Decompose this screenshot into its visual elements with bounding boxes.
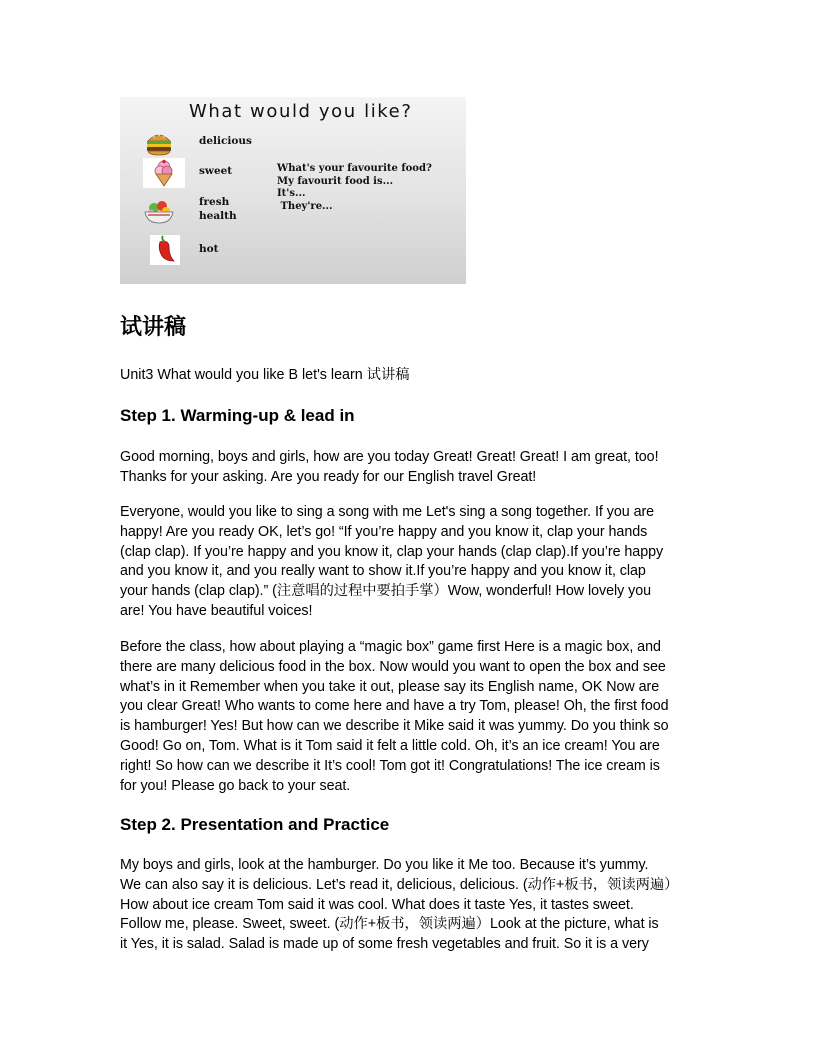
text-line: there are many delicious food in the box. Now would you want to open the box and see xyxy=(120,658,666,675)
slide-line: What's your favourite food? xyxy=(277,163,432,174)
food-word-health: health xyxy=(199,210,237,222)
food-word-hot: hot xyxy=(199,243,219,255)
step1-heading: Step 1. Warming-up & lead in xyxy=(120,406,355,425)
food-word-delicious: delicious xyxy=(199,135,252,147)
food-word-fresh: fresh xyxy=(199,196,230,208)
step2-paragraph-1 xyxy=(120,856,712,955)
hamburger-icon xyxy=(144,128,174,158)
text-line: How about ice cream Tom said it was cool. What does it taste Yes, it tastes sweet. xyxy=(120,896,634,913)
document-heading: 试讲稿 xyxy=(120,315,187,340)
text-line: Thanks for your asking. Are you ready for our English travel Great! xyxy=(120,468,537,485)
step2-heading: Step 2. Presentation and Practice xyxy=(120,815,390,834)
text-line: right! So how can we describe it It’s cool! Tom got it! Congratulations! The ice cream is xyxy=(120,757,660,774)
slide-line: It's... xyxy=(277,188,306,199)
text-line: Before the class, how about playing a “magic box” game first Here is a magic box, and xyxy=(120,639,661,655)
text-line: Good morning, boys and girls, how are you today Great! Great! Great! I am great, too! xyxy=(120,449,659,465)
salad-icon xyxy=(142,196,176,226)
food-word-sweet: sweet xyxy=(199,165,233,177)
slide-line: My favourit food is... xyxy=(277,175,394,187)
text-line: is hamburger! Yes! But how can we describe it Mike said it was yummy. Do you think so xyxy=(120,718,669,735)
slide-line: They're... xyxy=(277,200,333,212)
slide-sentence-patterns xyxy=(277,163,432,213)
text-line: you clear Great! Who wants to come here and have a try Tom, please! Oh, the first food xyxy=(120,698,669,715)
text-line: We can also say it is delicious. Let’s read it, delicious, delicious. (动作+板书，领读两遍） xyxy=(120,876,679,893)
text-line: My boys and girls, look at the hamburger. Do you like it Me too. Because it’s yummy. xyxy=(120,857,649,873)
text-line: Follow me, please. Sweet, sweet. (动作+板书，领读两遍）Look at the picture, what is xyxy=(120,916,659,933)
text-line: what’s in it Remember when you take it out, please say its English name, OK Now are xyxy=(120,678,660,695)
text-line: are! You have beautiful voices! xyxy=(120,602,313,619)
ice-cream-icon xyxy=(143,158,185,188)
slide-title: What would you like? xyxy=(189,101,413,122)
step1-paragraph-2 xyxy=(120,503,712,622)
text-line: for you! Please go back to your seat. xyxy=(120,777,351,794)
lesson-slide-image xyxy=(120,97,466,284)
text-line: and you know it, and you really want to show it.If you’re happy and you know it, clap xyxy=(120,563,646,580)
chili-pepper-icon xyxy=(150,235,180,265)
step1-paragraph-3 xyxy=(120,638,712,796)
text-line: (clap clap). If you’re happy and you know it, clap your hands (clap clap).If you’re happy xyxy=(120,543,664,560)
text-line: it Yes, it is salad. Salad is made up of some fresh vegetables and fruit. So it is a very xyxy=(120,936,649,953)
text-line: Everyone, would you like to sing a song with me Let's sing a song together. If you are xyxy=(120,504,655,520)
text-line: happy! Are you ready OK, let’s go! “If you’re happy and you know it, clap your hands xyxy=(120,523,648,540)
document-subtitle: Unit3 What would you like B let's learn 试讲稿 xyxy=(120,367,410,383)
text-line: your hands (clap clap).” (注意唱的过程中要拍手掌）Wow, wonderful! How lovely you xyxy=(120,583,652,600)
text-line: Good! Go on, Tom. What is it Tom said it felt a little cold. Oh, it’s an ice cream! You are xyxy=(120,737,660,754)
step1-paragraph-1 xyxy=(120,448,712,488)
